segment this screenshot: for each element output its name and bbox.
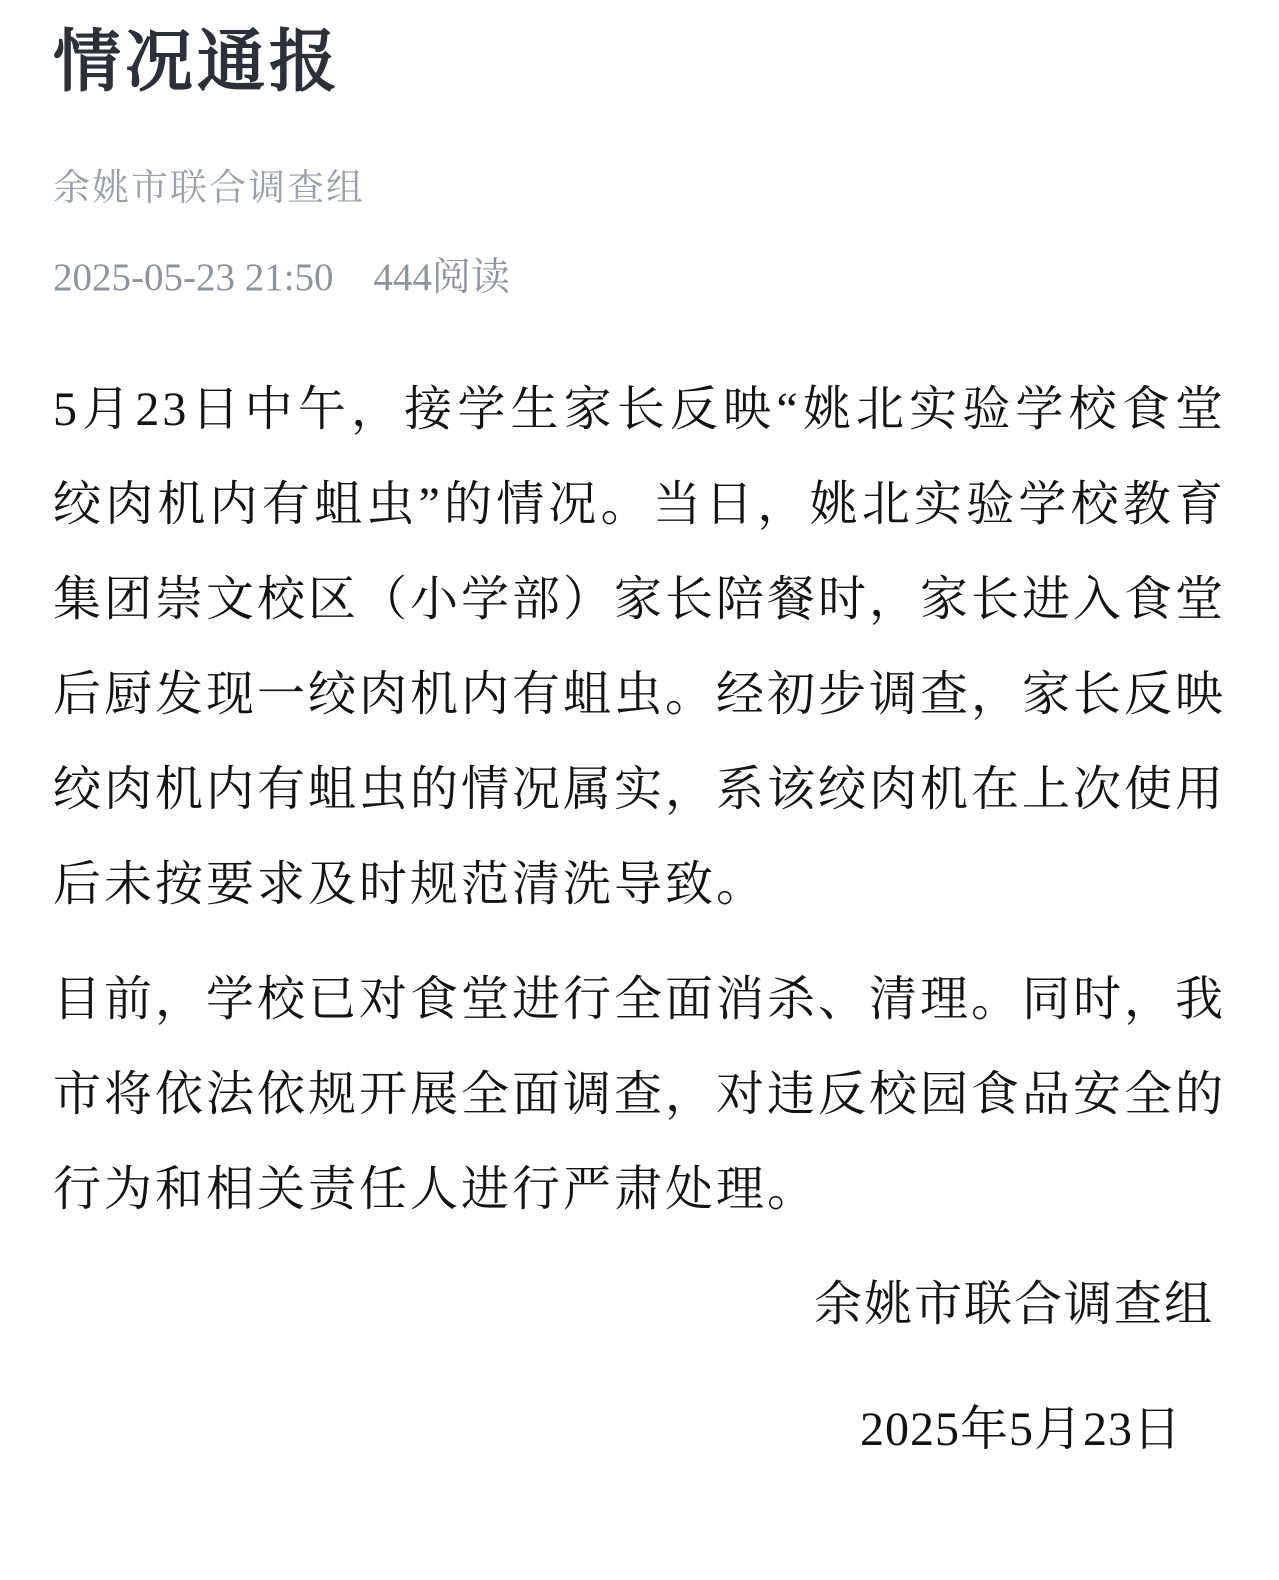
signature: 余姚市联合调查组	[813, 1277, 1214, 1331]
publish-timestamp: 2025-05-23 21:50	[53, 255, 334, 299]
article-author: 余姚市联合调查组	[53, 166, 365, 208]
article-body	[53, 362, 1226, 1477]
body-paragraph-1: 5月23日中午，接学生家长反映“姚北实验学校食堂绞肉机内有蛆虫”的情况。当日，姚北实验学校教育集团崇文校区（小学部）家长陪餐时，家长进入食堂后厨发现一绞肉机内有蛆虫。经初步调查，家长反映绞肉机内有蛆虫的情况属实，系该绞肉机在上次使用后未按要求及时规范清洗导致。	[53, 382, 1227, 911]
signature-date: 2025年5月23日	[859, 1402, 1182, 1456]
read-count: 444阅读	[373, 255, 510, 299]
page-title: 情况通报	[53, 24, 342, 100]
body-paragraph-2: 目前，学校已对食堂进行全面消杀、清理。同时，我市将依法依规开展全面调查，对违反校园食品安全的行为和相关责任人进行严肃处理。	[53, 972, 1227, 1216]
article-meta	[53, 255, 1226, 302]
